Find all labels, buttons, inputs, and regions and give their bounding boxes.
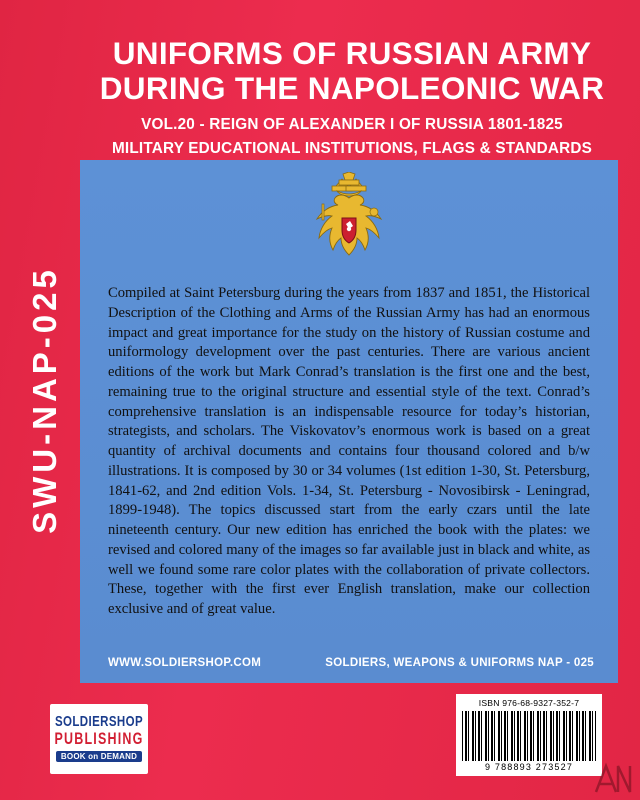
series-line: SOLDIERS, WEAPONS & UNIFORMS NAP - 025	[325, 657, 594, 669]
description-panel	[80, 160, 618, 683]
page-title-line-2: DURING THE NAPOLEONIC WAR	[99, 70, 605, 107]
barcode-digits: 9 788893 273527	[484, 762, 574, 772]
spine	[10, 0, 80, 800]
isbn-label: ISBN 976-68-9327-352-7	[478, 698, 580, 708]
barcode-block	[456, 694, 602, 776]
publisher-name: SOLDIERSHOP	[54, 714, 144, 730]
publisher-logo	[50, 704, 148, 774]
back-cover-blurb: Compiled at Saint Petersburg during the years from 1837 and 1851, the Historical Description of the Clothing and Arms of the Russian Army has had an enormous impact and great importance for the study on the history of Russian costume and uniformology development over the past centuries. There are various ancient editions of the work but Mark Conrad’s translation is the first one and the best, remaining true to the original structure and essential style of the text. Conrad’s comprehensive translation is an indispensable resource for today’s historian, strategists, and scholars. The Viskovatov’s enormous work is based on a great quantity of archival documents and contains four thousand colored and b/w illustrations. It is composed by 30 or 34 volumes (1st edition 1-30, St. Petersburg, 1841-62, and 2nd edition Vols. 1-34, St. Petersburg - Novosibirsk - Leningrad, 1899-1948). The topics discussed start from the early czars until the late nineteenth century. Our new edition has enriched the book with the plates: we revised and colored many of the images so far available just in black and white, as well we found some rare color plates with the collaboration of private collectors. These, together with the first ever English translation, make our collection exclusive and of great value.	[108, 285, 590, 618]
page-title-line-1: UNIFORMS OF RUSSIAN ARMY	[112, 35, 592, 71]
volume-subtitle: VOL.20 - REIGN OF ALEXANDER I OF RUSSIA 1801-1825	[141, 115, 563, 133]
panel-footer	[108, 657, 594, 669]
publisher-tagline: BOOK on DEMAND	[56, 751, 142, 762]
corner-watermark-icon	[592, 758, 636, 798]
barcode-bars-icon	[462, 711, 596, 761]
russian-eagle-crest-icon	[80, 160, 618, 278]
spine-code: SWU-NAP-025	[26, 266, 64, 534]
website-link[interactable]: WWW.SOLDIERSHOP.COM	[108, 657, 262, 669]
publisher-imprint: PUBLISHING	[54, 729, 144, 749]
topic-subtitle: MILITARY EDUCATIONAL INSTITUTIONS, FLAGS & STANDARDS	[111, 139, 593, 157]
cover-header	[78, 36, 626, 158]
